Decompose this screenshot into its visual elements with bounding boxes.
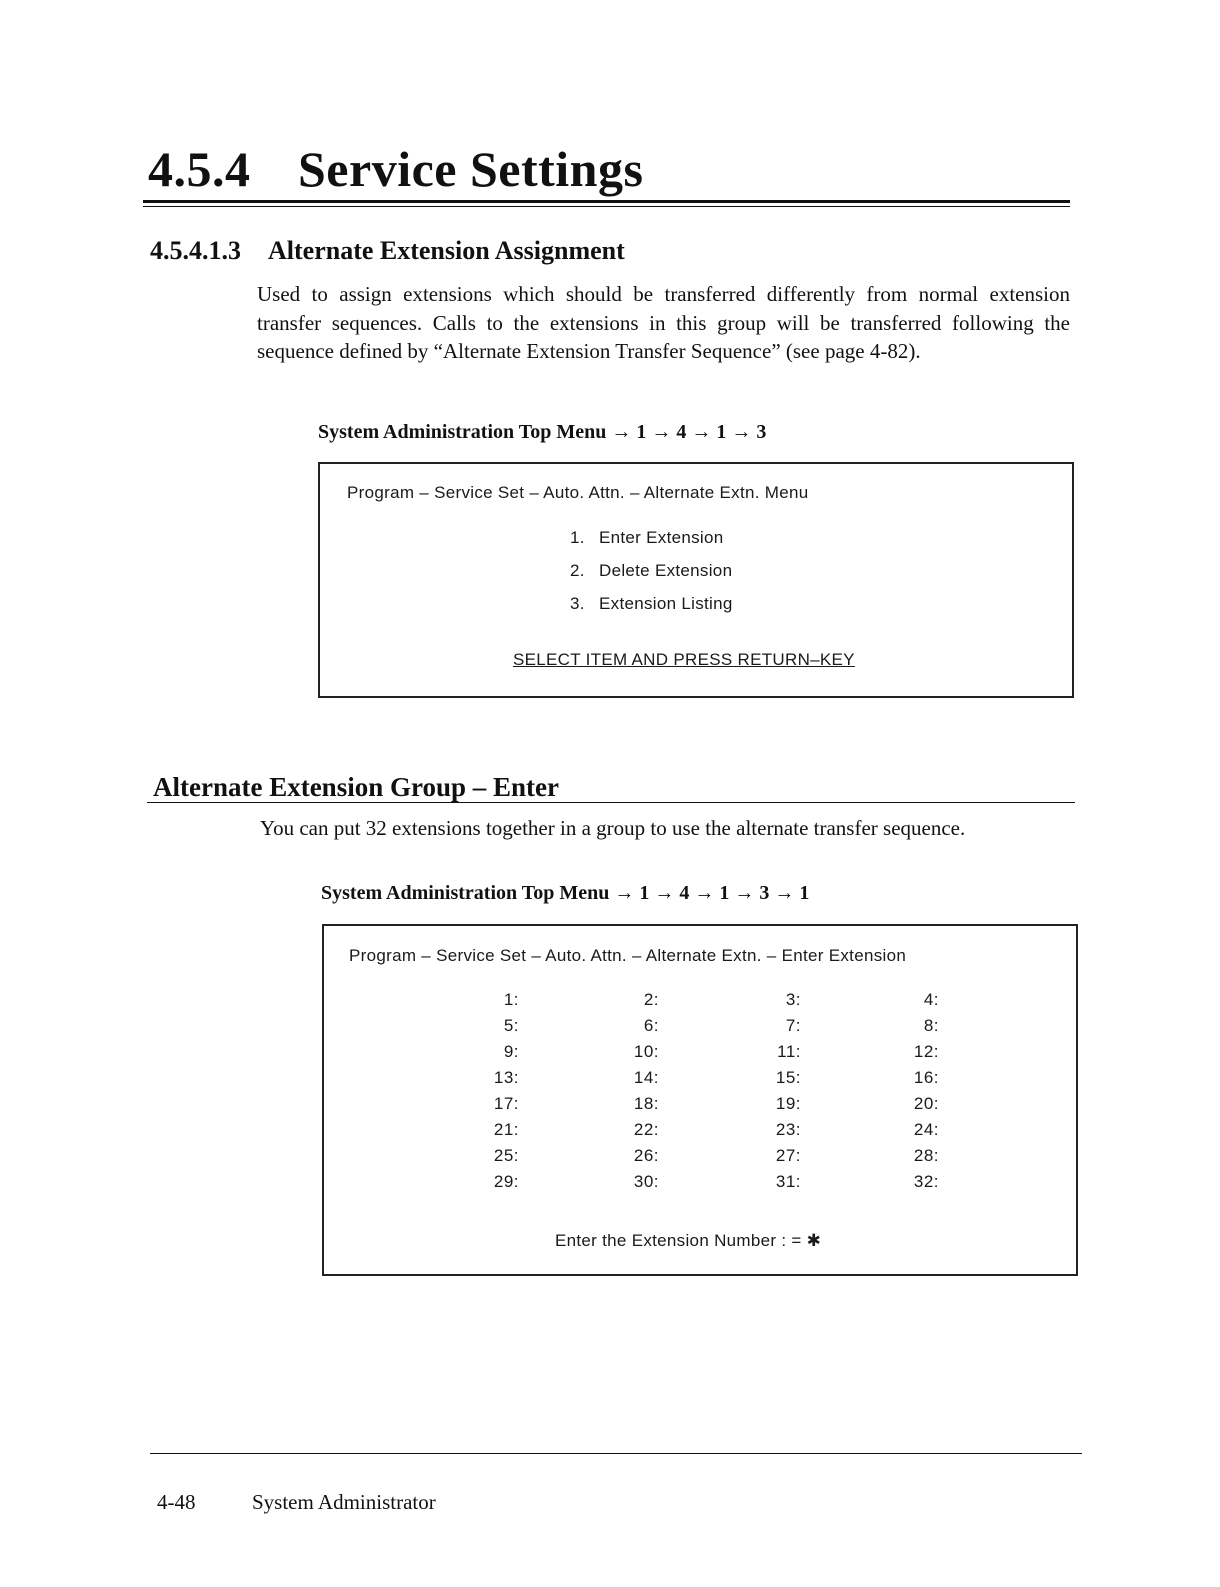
menu-item-enter-extension[interactable] — [570, 528, 724, 548]
extension-slot[interactable]: 4: — [923, 990, 939, 1009]
extension-slot[interactable]: 3: — [785, 990, 801, 1009]
footer-rule — [150, 1453, 1082, 1454]
menu-item-label: Enter Extension — [599, 528, 724, 547]
extension-slot[interactable]: 12: — [913, 1042, 939, 1061]
subsection-title: Alternate Extension Group – Enter — [153, 772, 559, 802]
extension-slot[interactable]: 15: — [775, 1068, 801, 1087]
menu-item-label: Extension Listing — [599, 594, 733, 613]
menu-screen-prompt: SELECT ITEM AND PRESS RETURN–KEY — [513, 650, 855, 669]
extension-slot[interactable]: 11: — [777, 1042, 801, 1061]
extension-slot[interactable]: 16: — [913, 1068, 939, 1087]
extension-slot[interactable]: 25: — [493, 1146, 519, 1165]
menu-item-delete-extension[interactable] — [570, 561, 732, 581]
footer-page-number: 4-48 — [157, 1490, 196, 1514]
menu-item-label: Delete Extension — [599, 561, 733, 580]
section-title — [150, 236, 625, 266]
chapter-rule-thick — [143, 200, 1070, 203]
menu-item-extension-listing[interactable] — [570, 594, 733, 614]
extension-slot[interactable]: 23: — [775, 1120, 801, 1139]
extension-slot[interactable]: 14: — [633, 1068, 659, 1087]
extension-slot[interactable]: 24: — [913, 1120, 939, 1139]
extension-slot[interactable]: 1: — [503, 990, 519, 1009]
extension-slot[interactable]: 17: — [493, 1094, 519, 1113]
section-paragraph: Used to assign extensions which should be transferred differently from normal extension transfer sequences. Calls to the extensions in this group will be transferred following the sequence defined by “Alternate Extension Transfer Sequence” (see page 4-82). — [257, 282, 1070, 364]
extension-slot[interactable]: 13: — [493, 1068, 519, 1087]
extension-slot[interactable]: 21: — [493, 1120, 519, 1139]
extension-slot[interactable]: 30: — [633, 1172, 659, 1191]
extension-slot[interactable]: 26: — [633, 1146, 659, 1165]
extension-slot[interactable]: 28: — [913, 1146, 939, 1165]
extension-slot[interactable]: 9: — [503, 1042, 519, 1061]
subsection-paragraph: You can put 32 extensions together in a group to use the alternate transfer sequence. — [260, 816, 966, 840]
menu-item-number: 2. — [570, 561, 585, 580]
extension-slot[interactable]: 18: — [633, 1094, 659, 1113]
extension-slot[interactable]: 29: — [493, 1172, 519, 1191]
extension-slot[interactable]: 27: — [775, 1146, 801, 1165]
section-number: 4.5.4.1.3 — [150, 236, 241, 265]
chapter-number: 4.5.4 — [148, 141, 251, 197]
chapter-title — [148, 140, 643, 198]
extension-slot[interactable]: 6: — [643, 1016, 659, 1035]
extension-slot[interactable]: 10: — [633, 1042, 659, 1061]
chapter-title-text: Service Settings — [298, 141, 644, 197]
chapter-rule-thin — [143, 206, 1070, 207]
extension-slot[interactable]: 8: — [923, 1016, 939, 1035]
menu-screen — [318, 462, 1074, 698]
extension-slot[interactable]: 31: — [775, 1172, 801, 1191]
extension-slot[interactable]: 2: — [643, 990, 659, 1009]
extension-slot[interactable]: 7: — [785, 1016, 801, 1035]
subsection-rule — [147, 802, 1075, 803]
menu-item-number: 3. — [570, 594, 585, 613]
extension-slot[interactable]: 5: — [503, 1016, 519, 1035]
menu-item-number: 1. — [570, 528, 585, 547]
section-title-text: Alternate Extension Assignment — [268, 236, 625, 265]
menu-screen-title: Program – Service Set – Auto. Attn. – Alternate Extn. Menu — [347, 483, 809, 502]
enter-extension-screen — [322, 924, 1078, 1276]
enter-extension-prompt[interactable]: Enter the Extension Number : = ✱ — [555, 1231, 822, 1250]
footer-label: System Administrator — [252, 1490, 436, 1514]
menu-path-2: System Administration Top Menu → 1 → 4 → 1 → 3 → 1 — [321, 882, 810, 904]
menu-path-1: System Administration Top Menu → 1 → 4 → 1 → 3 — [318, 421, 767, 443]
extension-slot[interactable]: 19: — [775, 1094, 801, 1113]
enter-screen-title: Program – Service Set – Auto. Attn. – Alternate Extn. – Enter Extension — [349, 946, 907, 965]
extension-slot[interactable]: 22: — [633, 1120, 659, 1139]
extension-slot[interactable]: 20: — [913, 1094, 939, 1113]
extension-slot[interactable]: 32: — [913, 1172, 939, 1191]
